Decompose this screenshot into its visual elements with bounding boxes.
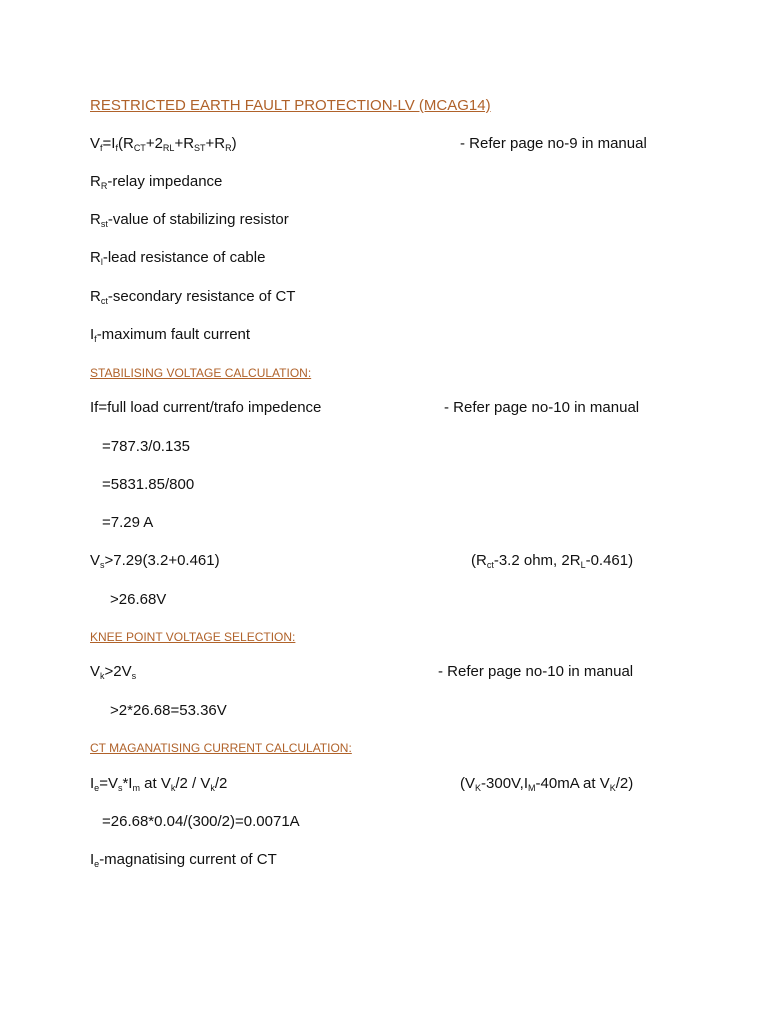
calc-step-2: =5831.85/800 xyxy=(102,476,195,493)
vk-expression: $V_k>2V_s$ xyxy=(90,663,137,681)
calc-step-3: =7.29 A xyxy=(102,514,154,531)
vs-expression: $V_s>7.29(3.2+0.461)$ xyxy=(90,552,220,570)
vk-result: >2*26.68=53.36V xyxy=(110,702,227,719)
section-heading-magnetising: CT MAGANATISING CURRENT CALCULATION: xyxy=(90,741,352,755)
definition-relay-impedance: $R_R$-relay impedance xyxy=(90,173,223,191)
ie-note: ($V_K-300V,I_M-40mA$ at $V_K/2$) xyxy=(460,775,634,793)
full-load-current-line: If=full load current/trafo impedence xyxy=(90,399,322,416)
definition-secondary-resistance: $R_{ct}$-secondary resistance of CT xyxy=(90,288,296,306)
document-title: RESTRICTED EARTH FAULT PROTECTION-LV (MCAG14) xyxy=(90,97,491,114)
definition-lead-resistance: $R_l$-lead resistance of cable xyxy=(90,249,266,267)
definition-magnatising-current: $I_e$-magnatising current of CT xyxy=(90,851,277,869)
vs-result: >26.68V xyxy=(110,591,167,608)
ie-expression: $I_e=V_s*I_m$ at $V_k/2 / V_k/2$ xyxy=(90,775,228,793)
definition-stabilizing-resistor: $R_{st}$-value of stabilizing resistor xyxy=(90,211,289,229)
main-formula: $V_f=I_f(R_{CT}+2_{RL}+R_{ST}+R_R)$ xyxy=(90,135,237,153)
full-load-reference: - Refer page no-10 in manual xyxy=(444,399,640,416)
formula-reference: - Refer page no-9 in manual xyxy=(460,135,647,152)
section-heading-knee-point: KNEE POINT VOLTAGE SELECTION: xyxy=(90,630,296,644)
definition-fault-current: $I_f$-maximum fault current xyxy=(90,326,251,344)
vs-note: ($R_{ct}-3.2$ ohm, $2R_L-0.461$) xyxy=(471,552,634,570)
calc-step-1: =787.3/0.135 xyxy=(102,438,191,455)
vk-reference: - Refer page no-10 in manual xyxy=(438,663,634,680)
section-heading-stabilising: STABILISING VOLTAGE CALCULATION: xyxy=(90,366,312,380)
ie-result: =26.68*0.04/(300/2)=0.0071A xyxy=(102,813,300,830)
